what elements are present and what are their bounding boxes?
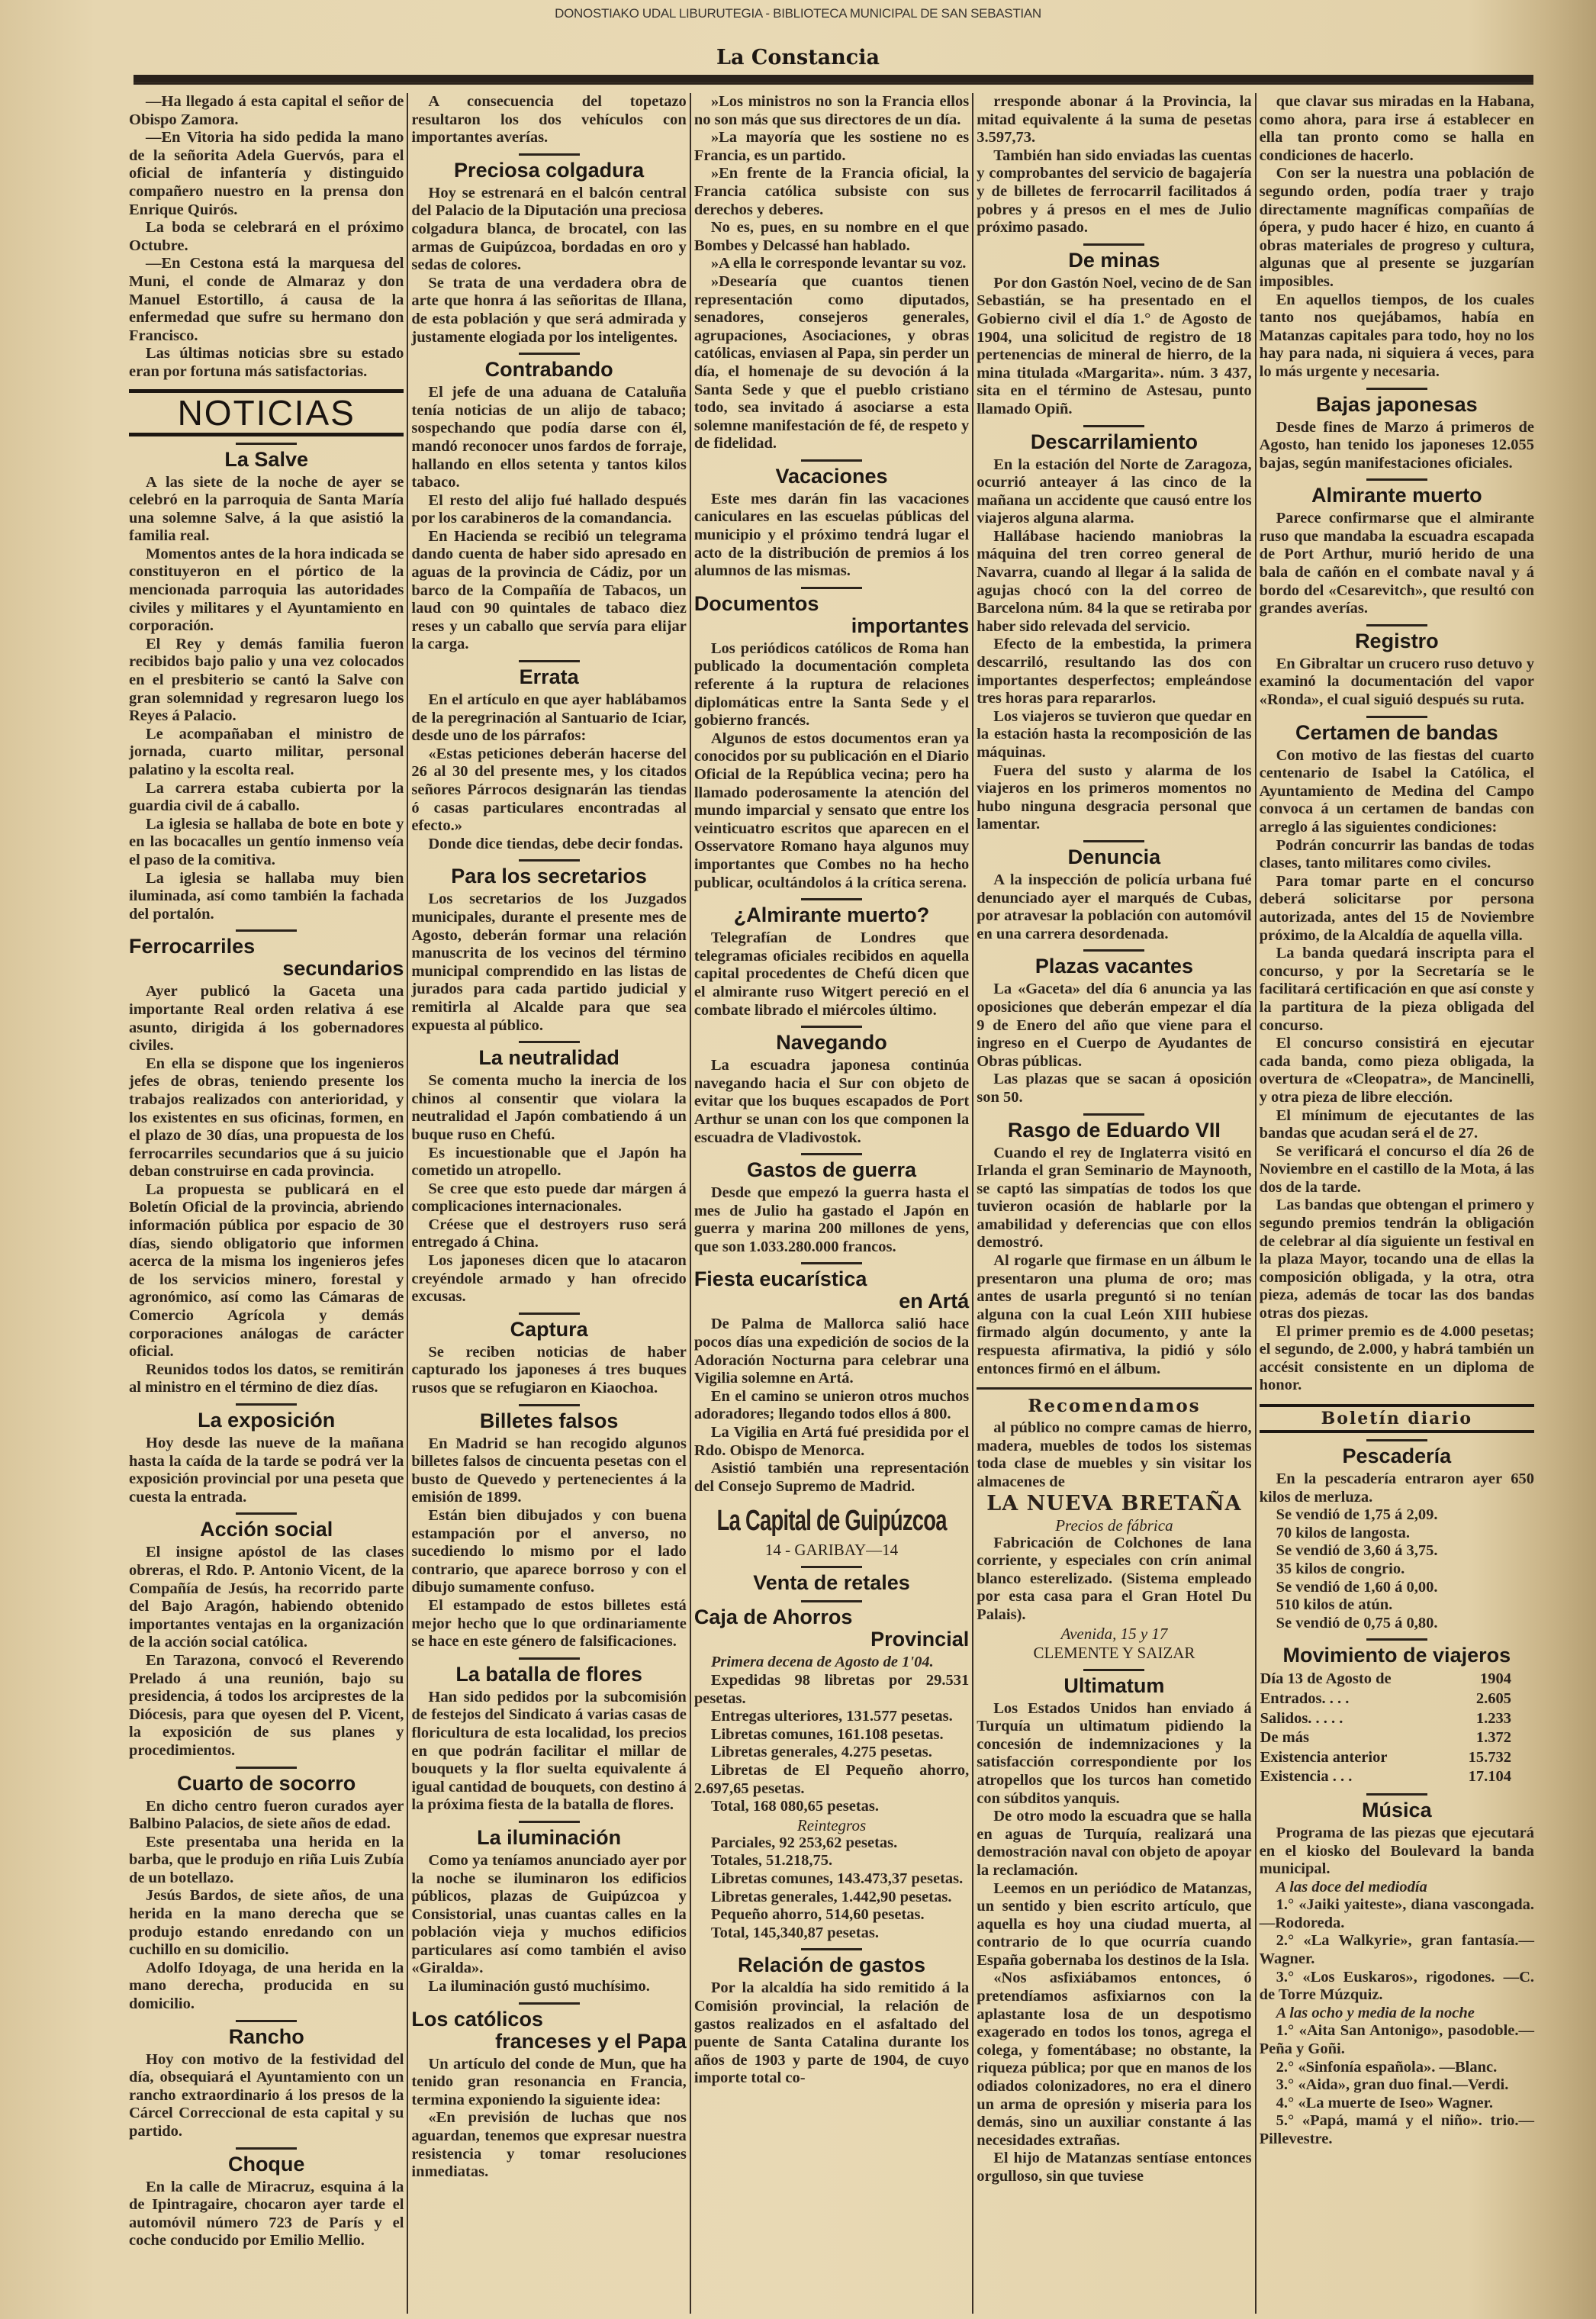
masthead-rule xyxy=(134,75,1533,85)
paragraph: Efecto de la embestida, la primera descarriló, resultando las dos con importantes desperfectos; empleándose tres horas para repararlos. xyxy=(977,636,1252,707)
row-value: 15.732 xyxy=(1468,1748,1512,1766)
paragraph: Se verificará el concurso el día 26 de Noviembre en el castillo de la Mota, á las dos de la tarde. xyxy=(1259,1142,1535,1196)
paragraph: Le acompañaban el ministro de jornada, cuarto militar, personal palatino y la escolta real. xyxy=(129,725,404,778)
paragraph: »En frente de la Francia oficial, la Francia católica subsiste con sus derechos y deberes. xyxy=(693,165,970,218)
paragraph: Créese que el destroyers ruso será entregado á China. xyxy=(411,1216,687,1251)
paragraph: 3.° «Aida», gran duo final.—Verdi. xyxy=(1276,2076,1509,2094)
paragraph: De otro modo la escuadra que se halla en aguas de Turquía, realizará una demostración naval con objeto de apoyar la reclamación. xyxy=(977,1808,1252,1879)
paragraph: —En Cestona está la marquesa del Muni, el conde de Almaraz y don Manuel Estortillo, á causa de la enfermedad que sufre su hermano don Francisco. xyxy=(129,255,404,344)
article-heading: Movimiento de viajeros xyxy=(1260,1638,1534,1667)
paragraph: En Hacienda se recibió un telegrama dando cuenta de haber sido apresado en aguas de la provincia de Cádiz, por un barco de la Compañía de Tabacos, un laud con 90 quintales de tabaco diez reses y un caballo que servía para elijar la carga. xyxy=(411,527,687,653)
row-label: Entrados. . . . xyxy=(1260,1689,1350,1707)
paragraph: Hoy desde las nueve de la mañana hasta la caída de la tarde se podrá ver la exposición provincial por una peseta que cuesta la entrada. xyxy=(129,1435,404,1506)
paragraph: 510 kilos de atún. xyxy=(1276,1596,1393,1614)
paragraph: Fuera del susto y alarma de los viajeros en los primeros momentos no hubo ninguna desgracia personal que lamentar. xyxy=(977,762,1252,833)
article-heading: ¿Almirante muerto? xyxy=(694,898,969,926)
archive-label: DONOSTIAKO UDAL LIBURUTEGIA - BIBLIOTECA MUNICIPAL DE SAN SEBASTIAN xyxy=(555,6,1041,21)
article-heading: Denuncia xyxy=(977,840,1251,868)
paragraph: Adolfo Idoyaga, de una herida en la mano derecha, producida en su domicilio. xyxy=(129,1959,404,2013)
row-label: Salidos. . . . . xyxy=(1260,1709,1343,1727)
paragraph: Parciales, 92 253,62 pesetas. xyxy=(710,1834,898,1851)
paragraph: La carrera estaba cubierta por la guardia civil de á caballo. xyxy=(129,779,404,815)
advertisement-store-name: LA NUEVA BRETAÑA xyxy=(986,1491,1242,1515)
row-value: 17.104 xyxy=(1468,1768,1512,1786)
paragraph: Expedidas 98 libretas por 29.531 pesetas. xyxy=(693,1672,970,1707)
article-heading: Bajas japonesas xyxy=(1260,388,1534,416)
article-heading: Navegando xyxy=(694,1026,969,1054)
paragraph: Se vendió de 0,75 á 0,80. xyxy=(1276,1614,1438,1631)
paragraph: A consecuencia del topetazo resultaron los dos vehículos con importantes averías. xyxy=(411,93,687,147)
paragraph: Las plazas que se sacan á oposición son 50. xyxy=(977,1071,1252,1106)
table-row xyxy=(1260,1728,1534,1748)
article-heading: Almirante muerto xyxy=(1260,478,1534,507)
paragraph: Podrán concurrir las bandas de todas clases, tanto militares como civiles. xyxy=(1259,836,1535,872)
paragraph: 2.° «Sinfonía española». —Blanc. xyxy=(1276,2058,1498,2076)
paragraph: La propuesta se publicará en el Boletín Oficial de la provincia, abriendo información pública por espacio de 30 días, siendo obligatorio que informen acerca de la misma los ingenieros jefes de los servicios minero, forestal y agronómico, así como las Cámaras de Comercio Agrícola y demás corporaciones análogas de carácter oficial. xyxy=(129,1180,404,1361)
paragraph: En Madrid se han recogido algunos billetes falsos de cincuenta pesetas con el busto de Quevedo y pertenecientes á la emisión de 1899. xyxy=(411,1435,687,1506)
paragraph: Algunos de estos documentos eran ya conocidos por su publicación en el Diario Oficial de la República vecina; pero ha llamado poderosamente la atención del mundo imparcial y sensato que entre los veinticuatro escritos que aparecen en el Osservatore Romano haya algunos muy importantes que Combes no ha hecho publicar, ocultándolos á la crítica serena. xyxy=(693,730,970,891)
article-heading: Para los secretarios xyxy=(411,859,686,887)
paragraph: Como ya teníamos anunciado ayer por la noche se iluminaron los edificios públicos, plazas de Guipúzcoa y Consistorial, unas cuantas calles en la población vieja y muchos edificios particulares así como también el aviso «Giralda». xyxy=(411,1851,687,1977)
paragraph: A la inspección de policía urbana fué denunciado ayer el marqués de Cubas, por atravesar la población con automóvil en una carrera desordenada. xyxy=(977,871,1252,942)
section-heading: Pescadería xyxy=(1260,1439,1534,1467)
paragraph: 1.° «Jaiki yaiteste», diana vascongada.—Rodoreda. xyxy=(1259,1896,1535,1931)
italic-line: A las doce del mediodía xyxy=(1276,1878,1427,1895)
paragraph: 70 kilos de langosta. xyxy=(1276,1524,1411,1541)
table-row xyxy=(1260,1709,1534,1729)
article-heading: Música xyxy=(1260,1793,1534,1821)
heading-line: Fiesta eucarística xyxy=(693,1267,867,1291)
paragraph: Totales, 51.218,75. xyxy=(710,1852,833,1870)
paragraph: »A ella le corresponde levantar su voz. xyxy=(710,255,967,272)
paragraph: Se comenta mucho la inercia de los chinos al consentir que violara la neutralidad el Japón combatiendo á un buque ruso en Chefú. xyxy=(411,1072,687,1143)
paragraph: que clavar sus miradas en la Habana, como ahora, para irse á establecer en ella tan pronto como se halla en condiciones de hacerlo. xyxy=(1259,93,1535,164)
row-value: 2.605 xyxy=(1475,1689,1512,1707)
paragraph: —En Vitoria ha sido pedida la mano de la señorita Adela Guervós, para el oficial de infantería y distinguido compañero nuestro en la prensa don Enrique Quirós. xyxy=(129,129,404,218)
table-row xyxy=(1260,1767,1534,1787)
noticias-section-title: NOTICIAS xyxy=(129,389,404,436)
paragraph: Hoy se estrenará en el balcón central del Palacio de la Diputación una preciosa colgadura blanca, de brocatel, con las armas de Guipúzcoa, bordadas en oro y sedas de colores. xyxy=(411,184,687,274)
row-value: 1904 xyxy=(1480,1670,1512,1688)
paragraph: —Ha llegado á esta capital el señor de Obispo Zamora. xyxy=(129,93,404,128)
paragraph: También han sido enviadas las cuentas y comprobantes del servicio de bagajería y de billetes de ferrocarril facilitados á pobres y á presos en el mes de Julio próximo pasado. xyxy=(977,147,1252,237)
paragraph: Leemos en un periódico de Matanzas, un sentido y bien escrito artículo, que aquella es hoy una ciudad muerta, al contrario de lo que ocurría cuando España gobernaba los destinos de la Isla. xyxy=(977,1879,1252,1969)
paragraph: De Palma de Mallorca salió hace pocos días una expedición de socios de la Adoración Nocturna para celebrar una Vigilia solemne en Artá. xyxy=(693,1316,970,1387)
paragraph: Libretas de El Pequeño ahorro, 2.697,65 pesetas. xyxy=(693,1761,970,1797)
paragraph: Al rogarle que firmase en un álbum le presentaron una pluma de oro; mas antes de usarla preguntó si no tenían alguna con la cual León XIII hubiese firmado algún documento, y ante la respuesta afirmativa, la pidió y sólo entonces firmó en el álbum. xyxy=(977,1252,1252,1377)
paragraph: El insigne apóstol de las clases obreras, el Rdo. P. Antonio Vicent, de la Compañía de Jesús, ha recorrido parte del Bajo Aragón, habiendo obtenido importantes ventajas en la organización de la acción social católica. xyxy=(129,1544,404,1651)
paragraph: 4.° «La muerte de Iseo» Wagner. xyxy=(1276,2094,1493,2111)
paragraph: Hoy con motivo de la festividad del día, obsequiará el Ayuntamiento con un rancho extraordinario á los presos de la Cárcel Correccional de esta capital y su partido. xyxy=(129,2050,404,2140)
paragraph: 35 kilos de congrio. xyxy=(1276,1560,1405,1577)
column-4 xyxy=(972,93,1254,2314)
paragraph: La iglesia se hallaba de bote en bote y en las bocacalles un gentío inmenso veía el paso de la comitiva. xyxy=(129,815,404,868)
paragraph: Los secretarios de los Juzgados municipales, durante el presente mes de Agosto, deberán formar una relación manuscrita de los vecinos del término municipal comprendido en las listas de jurados para cada partido judicial y remitirla al Alcalde para que sea expuesta al público. xyxy=(411,891,687,1034)
italic-line: A las ocho y media de la noche xyxy=(1276,2004,1475,2021)
article-heading: Relación de gastos xyxy=(694,1948,969,1976)
paragraph: Ayer publicó la Gaceta una importante Real orden relativa á ese asunto, dirigida á los gobernadores civiles. xyxy=(129,983,404,1055)
heading-line: en Artá xyxy=(899,1290,970,1313)
paragraph: El Rey y demás familia fueron recibidos bajo palio y una vez colocados en el presbiterio se cantó la Salve con gran solemnidad y regresaron luego los Reyes á Palacio. xyxy=(129,635,404,725)
paragraph: Asistió también una representación del Consejo Supremo de Madrid. xyxy=(693,1460,970,1495)
column-5 xyxy=(1255,93,1537,2314)
paragraph: Libretas generales, 4.275 pesetas. xyxy=(710,1744,932,1761)
article-heading: La exposición xyxy=(129,1403,404,1432)
paragraph: Para tomar parte en el concurso deberá solicitarse por persona autorizada, antes del 15 de Noviembre próximo, de la Alcaldía de aquella villa. xyxy=(1259,872,1535,944)
paragraph: Un artículo del conde de Mun, que ha tenido gran resonancia en Francia, termina exponiendo la siguiente idea: xyxy=(411,2055,687,2108)
paragraph: 5.° «Papá, mamá y el niño». trio.—Pillevestre. xyxy=(1259,2112,1535,2147)
article-heading xyxy=(694,1600,969,1651)
paragraph: Por don Gastón Noel, vecino de de San Sebastián, se ha presentado en el Gobierno civil el día 1.° de Agosto de 1904, una solicitud de registro de 18 pertenencias de mineral de hierro, de la mina titulada «Margarita». núm. 3 437, sita en el término de Astesau, punto llamado Opiñ. xyxy=(977,274,1252,417)
paragraph: Libretas generales, 1.442,90 pesetas. xyxy=(710,1888,952,1905)
paragraph: No es, pues, en su nombre en el que Bombes y Delcassé han hablado. xyxy=(693,219,970,254)
article-heading xyxy=(694,1262,969,1312)
article-heading: La iluminación xyxy=(411,1821,686,1849)
paragraph: El primer premio es de 4.000 pesetas; el segundo, de 2.000, y habrá también un accésit consistente en un diploma de honor. xyxy=(1259,1322,1535,1394)
article-heading xyxy=(411,2002,686,2053)
heading-line: Caja de Ahorros xyxy=(693,1606,853,1629)
heading-line: Ferrocarriles xyxy=(129,935,256,958)
paragraph: Momentos antes de la hora indicada se constituyeron en el pórtico de la mencionada parroquia las autoridades civiles y militares y el Ayuntamiento en corporación. xyxy=(129,545,404,635)
heading-line: franceses y el Papa xyxy=(495,2029,687,2053)
paragraph: Se vendió de 1,75 á 2,09. xyxy=(1276,1506,1438,1524)
paragraph: La iluminación gustó muchísimo. xyxy=(428,1978,650,1995)
paragraph: Este mes darán fin las vacaciones caniculares en las escuelas públicas del municipio y el próximo tendrá lugar el acto de la distribución de premios á los alumnos de las mismas. xyxy=(693,490,970,580)
centered-line: 14 - GARIBAY—14 xyxy=(764,1541,899,1560)
row-label: Existencia anterior xyxy=(1260,1748,1388,1766)
paragraph: El mínimum de ejecutantes de las bandas que acudan será el de 27. xyxy=(1259,1106,1535,1142)
paragraph: En Tarazona, convocó el Reverendo Prelado á una reunión, bajo su presidencia, á todos los arciprestes de la Diócesis, para que oyesen del P. Vicent, la exposición de sus planes y procedimientos. xyxy=(129,1651,404,1759)
paragraph: Se vendió de 3,60 á 3,75. xyxy=(1276,1542,1438,1560)
column-3 xyxy=(690,93,972,2314)
article-heading: Contrabando xyxy=(411,353,686,381)
newspaper-columns xyxy=(126,93,1537,2314)
newspaper-masthead: La Constancia xyxy=(716,46,880,69)
advertisement-title: La Capital de Guipúzcoa xyxy=(716,1505,947,1538)
paragraph: Programa de las piezas que ejecutará en el kiosko del Boulevard la banda municipal. xyxy=(1259,1824,1535,1878)
article-heading: Choque xyxy=(129,2147,404,2176)
paragraph: Los periódicos católicos de Roma han publicado la documentación completa referente á la ruptura de relaciones diplomáticas entre la Santa Sede y el gobierno francés. xyxy=(693,639,970,730)
article-heading: Gastos de guerra xyxy=(694,1153,969,1181)
paragraph: En la estación del Norte de Zaragoza, ocurrió anteayer á las cinco de la mañana un accidente que causó entre los viajeros alguna alarma. xyxy=(977,456,1252,527)
heading-line: Documentos xyxy=(693,591,819,615)
paragraph: Las bandas que obtengan el primero y segundo premios tendrán la obligación de celebrar al día siguiente un festival en la plaza Mayor, tocando una de ellas la composición obligada, y la otra, otra pieza, además de tocar las dos bandas otras dos piezas. xyxy=(1259,1197,1535,1322)
paragraph: al público no compre camas de hierro, madera, muebles de todos los sistemas toda clase de muebles y sin visitar los almacenes de xyxy=(977,1419,1252,1490)
article-heading: Errata xyxy=(411,660,686,688)
paragraph: En aquellos tiempos, de los cuales tanto nos quejábamos, había en Matanzas capitales para todo, hoy no los hay para nada, ni siquiera á veces, para lo más urgente y necesaria. xyxy=(1259,291,1535,380)
article-heading xyxy=(129,929,404,980)
paragraph: Libretas comunes, 161.108 pesetas. xyxy=(710,1725,944,1743)
paragraph: Entregas ulteriores, 131.577 pesetas. xyxy=(710,1708,953,1725)
paragraph: En ella se dispone que los ingenieros jefes de obras, teniendo presente los trabajos realizados con anterioridad, y los existentes en sus oficinas, formen, en el plazo de 30 días, una propuesta de los ferrocarriles secundarios que á su juicio deban construirse en cada provincia. xyxy=(129,1055,404,1180)
article-heading: La neutralidad xyxy=(411,1041,686,1069)
article-heading: Plazas vacantes xyxy=(977,949,1251,978)
article-heading: Descarrilamiento xyxy=(977,425,1251,453)
paragraph: En el camino se unieron otros muchos adoradores; llegando todos ellos á 800. xyxy=(693,1387,970,1423)
article-heading: La Salve xyxy=(129,443,404,471)
paragraph: Es incuestionable que el Japón ha cometido un atropello. xyxy=(411,1144,687,1180)
paragraph: Las últimas noticias sbre su estado eran por fortuna más satisfactorias. xyxy=(129,345,404,380)
paragraph: La escuadra japonesa continúa navegando hacia el Sur con objeto de evitar que los buques escapados de Port Arthur se unan con los que componen la escuadra de Vladivostok. xyxy=(693,1057,970,1146)
paragraph: 3.° «Los Euskaros», rigodones. —C. de Torre Múzquiz. xyxy=(1259,1968,1535,2004)
article-heading xyxy=(694,587,969,637)
paragraph: En dicho centro fueron curados ayer Balbino Palacios, de siete años de edad. xyxy=(129,1797,404,1833)
paragraph: »La mayoría que les sostiene no es Francia, es un partido. xyxy=(693,129,970,164)
article-heading: La batalla de flores xyxy=(411,1657,686,1686)
row-label: De más xyxy=(1260,1729,1309,1747)
paragraph: Están bien dibujados y con buena estampación por el anverso, no sucediendo lo mismo por el lado contrario, que aparece borroso y con el dibujo sumamente confuso. xyxy=(411,1507,687,1596)
paragraph: Con motivo de las fiestas del cuarto centenario de Isabel la Católica, el Ayuntamiento de Medina del Campo convoca á un certamen de bandas con arreglo á las siguientes condiciones: xyxy=(1259,746,1535,836)
paragraph: Hallábase haciendo maniobras la máquina del tren correo general de Navarra, cuando al llegar á la salida de agujas chocó con la del correo de Barcelona núm. 84 la que se retiraba por haber sido relevada del servicio. xyxy=(977,527,1252,635)
paragraph: «Estas peticiones deberán hacerse del 26 al 30 del presente mes, y los citados señores Párrocos designarán las tiendas ó casas particulares encontradas al efecto.» xyxy=(411,745,687,835)
travelers-table xyxy=(1260,1670,1534,1787)
table-row xyxy=(1260,1670,1534,1689)
row-value: 1.233 xyxy=(1475,1709,1512,1727)
paragraph: rresponde abonar á la Provincia, la mitad equivalente á la suma de pesetas 3.597,73. xyxy=(977,93,1252,147)
row-label: Día 13 de Agosto de xyxy=(1260,1670,1392,1688)
paragraph: La Vigilia en Artá fué presidida por el Rdo. Obispo de Menorca. xyxy=(693,1424,970,1459)
paragraph: «Nos asfixiábamos entonces, ó pretendíamos asfixiarnos con la aplastante losa de un despotismo exagerado en todos los tonos, agrega el colega, y fomentábase; no obstante, la riqueza pública; por que en manos de los odiados colonizadores, no era el dinero un arma de opresión y miseria para los demás, sino un auxiliar constante á las necesidades extrañas. xyxy=(977,1970,1252,2149)
paragraph: El concurso consistirá en ejecutar cada banda, como pieza obligada, la overtura de «Cleopatra», de Mancinelli, y otra pieza de libre elección. xyxy=(1259,1035,1535,1106)
article-heading: Acción social xyxy=(129,1512,404,1541)
paragraph: Con ser la nuestra una población de segundo orden, podía traer y trajo directamente magníficas compañías de ópera, y pudo hacer é hizo, en cuanto á obras materiales de progreso y cultura, algunas que al presente se juzgarían imposibles. xyxy=(1259,165,1535,290)
paragraph: La banda quedará inscripta para el concurso, y por la Secretaría se le facilitará certificación en que así conste y la partitura de la pieza obligada del concurso. xyxy=(1259,945,1535,1034)
paragraph: En Gibraltar un crucero ruso detuvo y examinó la documentación del vapor «Ronda», el cual siguió después su ruta. xyxy=(1259,655,1535,709)
paragraph: El resto del alijo fué hallado después por los carabineros de la comandancia. xyxy=(411,491,687,527)
italic-subheading: Reintegros xyxy=(796,1815,867,1834)
paragraph: La iglesia se hallaba muy bien iluminada, así como también la fachada del portalón. xyxy=(129,869,404,923)
paragraph: El estampado de estos billetes está mejor hecho que lo que ordinariamente se hace en este género de falsificaciones. xyxy=(411,1596,687,1651)
paragraph: Total, 168 080,65 pesetas. xyxy=(710,1798,880,1815)
paragraph: Desde que empezó la guerra hasta el mes de Julio ha gastado el Japón en guerra y marina 200 millones de yens, que son 1.033.280.000 francos. xyxy=(693,1184,970,1255)
article-heading: Ultimatum xyxy=(977,1669,1251,1697)
row-value: 1.372 xyxy=(1475,1729,1512,1747)
article-heading: Vacaciones xyxy=(694,459,969,488)
paragraph: Jesús Bardos, de siete años, de una herida en la mano derecha que se produjo estando enredando con un cuchillo en su domicilio. xyxy=(129,1887,404,1959)
paragraph: Se reciben noticias de haber capturado los japoneses á tres buques rusos que se refugiaron en Kiaochoa. xyxy=(411,1343,687,1397)
paragraph: A las siete de la noche de ayer se celebró en la parroquia de Santa María una solemne Salve, á la que asistió la familia real. xyxy=(129,473,404,545)
paragraph: «En previsión de luchas que nos aguardan, tenemos que expresar nuestra resistencia y tomar resoluciones inmediatas. xyxy=(411,2109,687,2181)
paragraph: »Los ministros no son la Francia ellos no son más que sus directores de un día. xyxy=(693,93,970,128)
paragraph: 2.° «La Walkyrie», gran fantasía.—Wagner. xyxy=(1259,1932,1535,1968)
paragraph: Este presentaba una herida en la barba, que le produjo en riña Luis Zubía de un botellazo. xyxy=(129,1833,404,1886)
italic-subheading: Avenida, 15 y 17 xyxy=(1060,1624,1168,1643)
italic-subheading: Precios de fábrica xyxy=(1055,1515,1173,1535)
column-1 xyxy=(126,93,407,2314)
article-heading: Billetes falsos xyxy=(411,1404,686,1432)
paragraph: Se trata de una verdadera obra de arte que honra á las señoritas de Illana, de esta población y que será admirada y justamente elogiada por los inteligentes. xyxy=(411,274,687,346)
table-row xyxy=(1260,1748,1534,1768)
heading-line: secundarios xyxy=(282,957,404,981)
article-heading: Captura xyxy=(411,1312,686,1341)
section-heading: Venta de retales xyxy=(694,1566,969,1594)
paragraph: En la calle de Miracruz, esquina á la de Ipintragaire, chocaron ayer tarde el automóvil número 723 de París y el coche conducido por Emilio Mellio. xyxy=(129,2178,404,2250)
paragraph: Donde dice tiendas, debe decir fondas. xyxy=(428,835,684,852)
paragraph: »Desearía que cuantos tienen representación como diputados, senadores, consejeros generales, agrupaciones, Asociaciones, y obras católicas, enviasen al Papa, sin perder un día, el homenaje de su devoción á la Santa Sede y que el pueblo cristiano todo, sea invitado á asociarse a esta solemne manifestación de fé, de respeto y de fidelidad. xyxy=(693,272,970,453)
centered-line: CLEMENTE Y SAIZAR xyxy=(1033,1643,1195,1662)
heading-line: Los católicos xyxy=(411,2007,543,2031)
paragraph: Por la alcaldía ha sido remitido á la Comisión provincial, la relación de gastos realizados en el asfaltado del puente de Santa Catalina durante los años de 1903 y parte de 1904, de cuyo importe total co- xyxy=(693,1979,970,2087)
heading-line: Provincial xyxy=(870,1628,970,1651)
paragraph: Total, 145,340,87 pesetas. xyxy=(710,1924,880,1941)
paragraph: Se vendió de 1,60 á 0,00. xyxy=(1276,1578,1438,1596)
paragraph: La «Gaceta» del día 6 anuncia ya las oposiciones que deberán empezar el día 9 de Enero del año que viene para el ingreso en el Cuerpo de Ayudantes de Obras públicas. xyxy=(977,981,1252,1070)
paragraph: Desde fines de Marzo á primeros de Agosto, han tenido los japoneses 12.055 bajas, según manifestaciones oficiales. xyxy=(1259,418,1535,472)
article-heading: Cuarto de socorro xyxy=(129,1767,404,1795)
paragraph: Se cree que esto puede dar márgen á complicaciones internacionales. xyxy=(411,1180,687,1216)
article-heading: Preciosa colgadura xyxy=(411,153,686,182)
table-row xyxy=(1260,1689,1534,1709)
paragraph: Cuando el rey de Inglaterra visitó en Irlanda el gran Seminario de Maynooth, se captó las simpatías de todos los que tuvieron ocasión de hablarle por la amabilidad y deferencias que con ellos demostró. xyxy=(977,1144,1252,1251)
paragraph: 1.° «Aita San Antonigo», pasodoble.—Peña y Goñi. xyxy=(1259,2022,1535,2058)
paragraph: Los viajeros se tuvieron que quedar en la estación hasta la recomposición de las máquinas. xyxy=(977,707,1252,761)
article-heading: Rasgo de Eduardo VII xyxy=(977,1113,1251,1142)
paragraph: El jefe de una aduana de Cataluña tenía noticias de un alijo de tabaco; sospechando que podía darse con él, mandó reconocer unos fardos de forraje, hallando en ellos setenta y tantos kilos tabaco. xyxy=(411,384,687,491)
heading-line: importantes xyxy=(851,614,970,637)
article-heading: Certamen de bandas xyxy=(1260,716,1534,744)
article-heading: Rancho xyxy=(129,2020,404,2048)
paragraph: Reunidos todos los datos, se remitirán al ministro en el término de diez días. xyxy=(129,1361,404,1396)
paragraph: Los Estados Unidos han enviado á Turquía un ultimatum pidiendo la concesión de indemnizaciones y la satisfacción correspondiente por los atropellos que los turcos han cometido con súbditos yanquis. xyxy=(977,1699,1252,1807)
paragraph: El hijo de Matanzas sentíase entonces orgulloso, sin que tuviese xyxy=(977,2150,1252,2185)
paragraph: En la pescadería entraron ayer 650 kilos de merluza. xyxy=(1259,1470,1535,1506)
italic-line: Primera decena de Agosto de 1'04. xyxy=(710,1654,934,1671)
boletin-section-title: Boletín diario xyxy=(1260,1404,1534,1433)
paragraph: La boda se celebrará en el próximo Octubre. xyxy=(129,219,404,254)
paragraph: Los japoneses dicen que lo atacaron creyéndole armado y han ofrecido excusas. xyxy=(411,1252,687,1306)
paragraph: Libretas comunes, 143.473,37 pesetas. xyxy=(710,1870,964,1887)
paragraph: Han sido pedidos por la subcomisión de festejos del Sindicato á varias casas de floricultura de esta localidad, los precios en que podrán facilitar el millar de bouquets y la flor suelta equivalente á igual cantidad de bouquets, con destino á la próxima fiesta de la batalla de flores. xyxy=(411,1688,687,1814)
paragraph: En el artículo en que ayer hablábamos de la peregrinación al Santuario de Iciar, desde uno de los párrafos: xyxy=(411,691,687,745)
advertisement-heading: Recomendamos xyxy=(977,1387,1251,1416)
column-2 xyxy=(407,93,689,2314)
paragraph: Pequeño ahorro, 514,60 pesetas. xyxy=(710,1906,925,1924)
paragraph: Parece confirmarse que el almirante ruso que mandaba la escuadra escapada de Port Arthur, murió herido de una bala de cañón en el combate naval y á bordo del «Cesarevitch», que resultó con grandes averías. xyxy=(1259,510,1535,617)
article-heading: De minas xyxy=(977,243,1251,272)
row-label: Existencia . . . xyxy=(1260,1768,1353,1786)
paragraph: Telegrafían de Londres que telegramas oficiales recibidos en aquella capital procedentes de Chefú dicen que el almirante ruso Witgert pereció en el combate librado el miércoles último. xyxy=(693,929,970,1019)
paragraph: Fabricación de Colchones de lana corriente, y especiales con crín animal blanco esterelizado. (Sistema empleado por esta casa para el Gran Hotel Du Palais). xyxy=(977,1534,1252,1623)
article-heading: Registro xyxy=(1260,624,1534,652)
